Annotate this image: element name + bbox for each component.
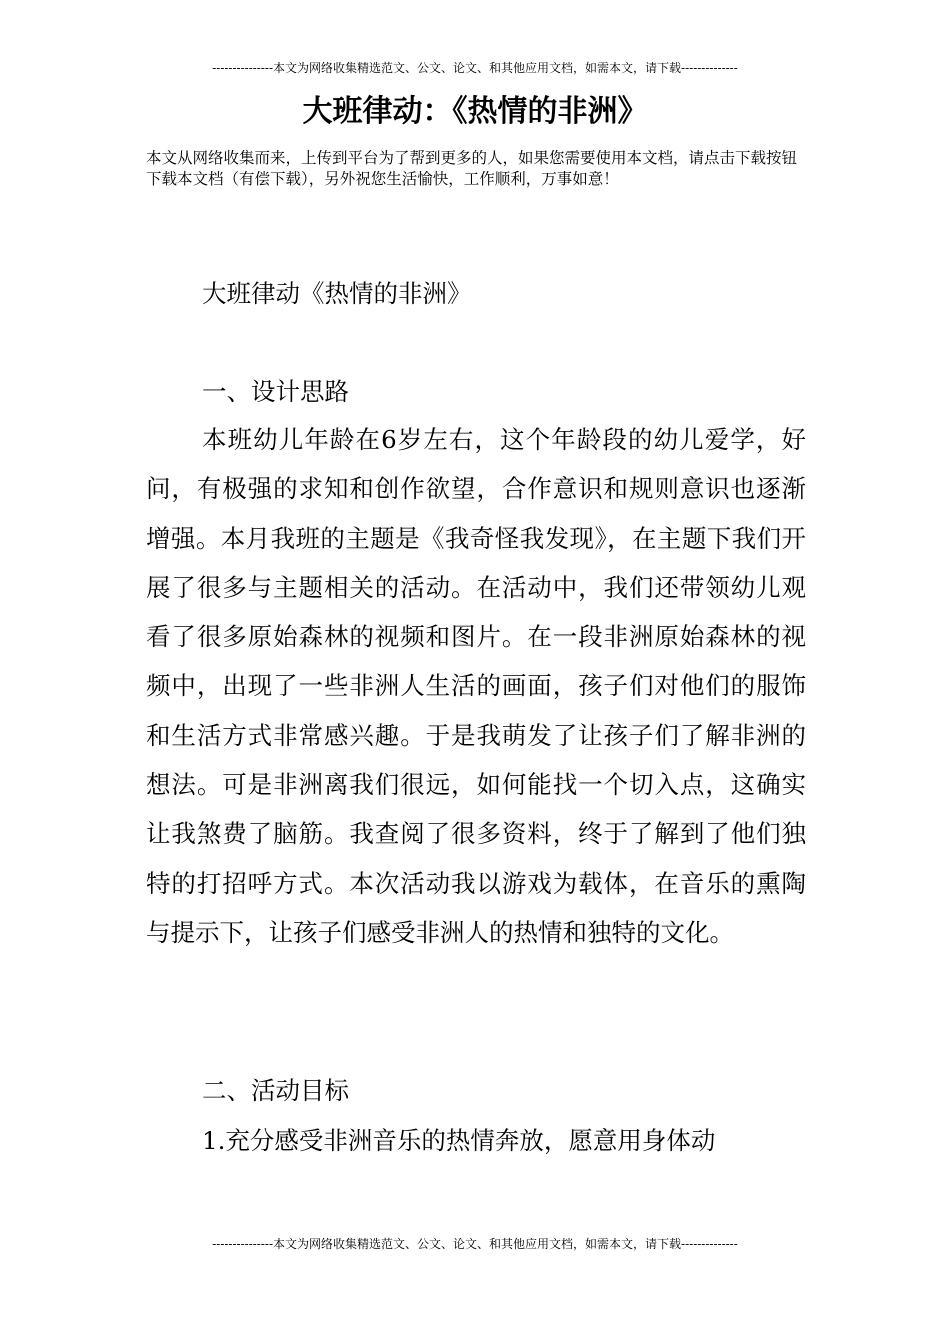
footer-banner: ---------------本文为网络收集精选范文、公文、论文、和其他应用文档，如需本文，请下载-------------- xyxy=(212,1237,738,1251)
design-paragraph: 本班幼儿年龄在6岁左右，这个年龄段的幼儿爱学，好问，有极强的求知和创作欲望，合作意识和规则意识也逐渐增强。本月我班的主题是《我奇怪我发现》，在主题下我们开展了很多与主题相关的活动。在活动中，我们还带领幼儿观看了很多原始森林的视频和图片。在一段非洲原始森林的视频中，出现了一些非洲人生活的画面，孩子们对他们的服饰和生活方式非常感兴趣。于是我萌发了让孩子们了解非洲的想法。可是非洲离我们很远，如何能找一个切入点，这确实让我煞费了脑筋。我查阅了很多资料，终于了解到了他们独特的打招呼方式。本次活动我以游戏为载体，在音乐的熏陶与提示下，让孩子们感受非洲人的热情和独特的文化。 xyxy=(146,425,806,947)
header-banner: ---------------本文为网络收集精选范文、公文、论文、和其他应用文档，如需本文，请下载-------------- xyxy=(212,61,738,75)
document-title: 大班律动：《热情的非洲》 xyxy=(302,94,648,129)
goal-item-1: 1.充分感受非洲音乐的热情奔放，愿意用身体动 xyxy=(202,1126,716,1155)
intro-paragraph: 本文从网络收集而来，上传到平台为了帮到更多的人，如果您需要使用本文档，请点击下载按钮下载本文档（有偿下载），另外祝您生活愉快，工作顺利，万事如意！ xyxy=(146,149,798,188)
section-heading-design: 一、设计思路 xyxy=(202,377,349,406)
document-subtitle: 大班律动《热情的非洲》 xyxy=(202,279,472,308)
section-heading-goals: 二、活动目标 xyxy=(202,1076,349,1105)
